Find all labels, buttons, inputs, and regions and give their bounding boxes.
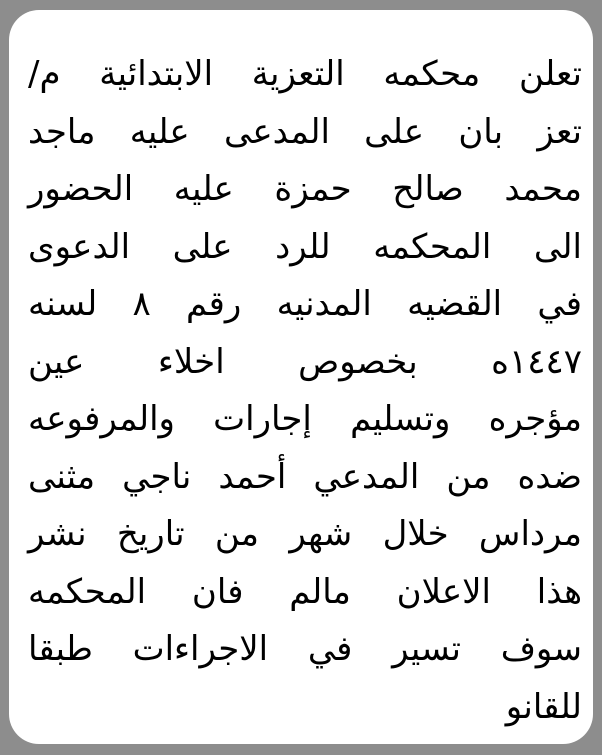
notice-line-6: ١٤٤٧ه بخصوص اخلاء عين: [28, 341, 582, 382]
notice-line-8: ضده من المدعي أحمد ناجي مثنى: [28, 456, 582, 497]
notice-line-10: هذا الاعلان مالم فان المحكمه: [28, 571, 582, 612]
notice-line-9: مرداس خلال شهر من تاريخ نشر: [28, 514, 582, 554]
notice-line-5: في القضيه المدنيه رقم ٨ لسنه: [28, 284, 582, 324]
notice-line-4: الى المحكمه للرد على الدعوى: [28, 226, 582, 267]
court-notice-text: [28, 46, 582, 736]
notice-line-1: تعلن محكمه التعزية الابتدائية م/: [28, 54, 582, 94]
notice-line-12: للقانو: [505, 686, 582, 727]
notice-line-3: محمد صالح حمزة عليه الحضور: [28, 169, 582, 209]
notice-line-7: مؤجره وتسليم إجارات والمرفوعه: [28, 399, 582, 439]
notice-line-2: تعز بان على المدعى عليه ماجد: [28, 111, 582, 152]
notice-line-11: سوف تسير في الاجراءات طبقا: [28, 629, 582, 669]
